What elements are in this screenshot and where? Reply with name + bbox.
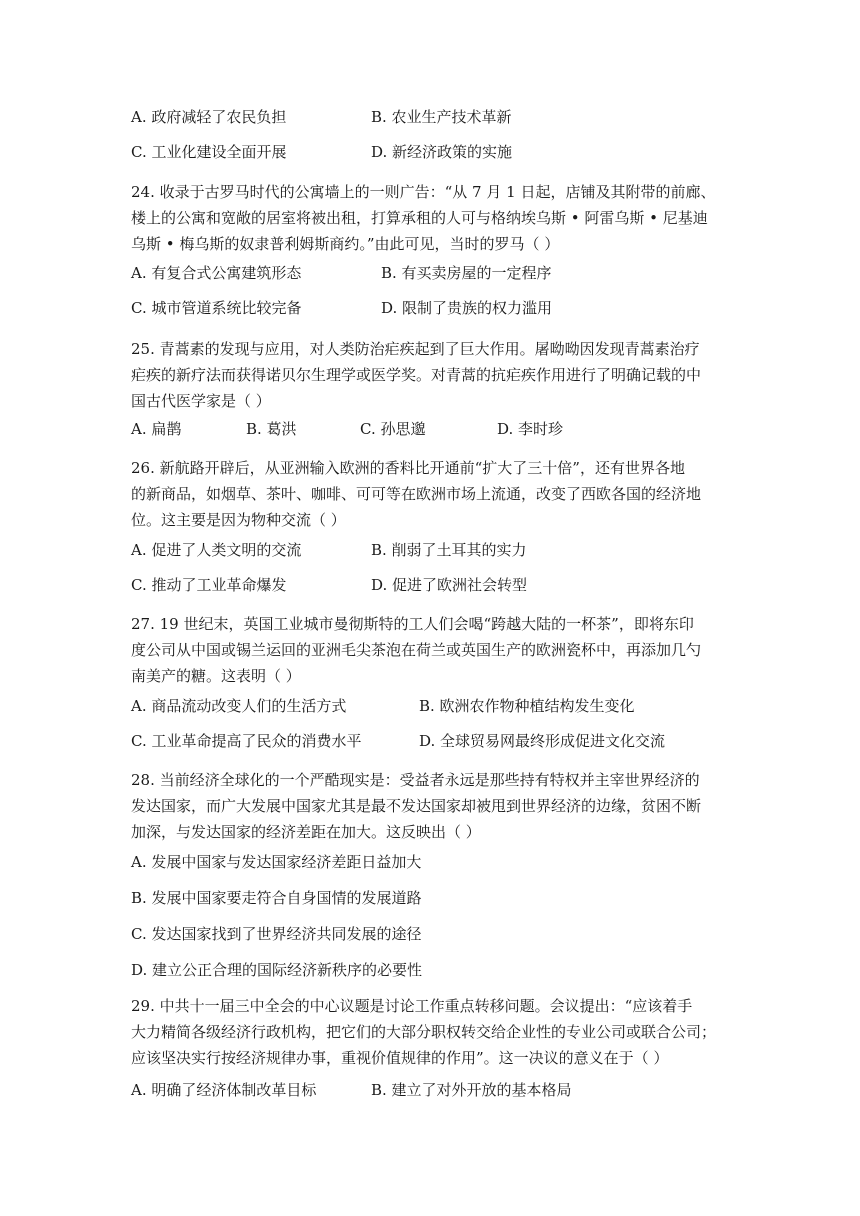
q24-option-c[interactable]: C. 城市管道系统比较完备 — [131, 299, 302, 317]
q23-option-a[interactable]: A. 政府减轻了农民负担 — [131, 108, 287, 126]
q25-option-d[interactable]: D. 李时珍 — [497, 420, 564, 438]
q28-option-b[interactable]: B. 发展中国家要走符合自身国情的发展道路 — [131, 889, 422, 907]
q27-stem-line-3: 南美产的糖。这表明（ ） — [131, 667, 301, 685]
q29-stem-line-2: 大力精简各级经济行政机构，把它们的大部分职权转交给企业性的专业公司或联合公司； — [131, 1023, 717, 1041]
q25-stem-line-1: 25. 青蒿素的发现与应用，对人类防治疟疾起到了巨大作用。屠呦呦因发现青蒿素治疗 — [131, 340, 700, 358]
q26-stem-line-1: 26. 新航路开辟后，从亚洲输入欧洲的香料比开通前“扩大了三十倍”，还有世界各地 — [131, 459, 685, 477]
q27-option-b[interactable]: B. 欧洲农作物种植结构发生变化 — [419, 697, 635, 715]
q26-option-a[interactable]: A. 促进了人类文明的交流 — [131, 541, 302, 559]
q24-option-d[interactable]: D. 限制了贵族的权力滥用 — [381, 299, 553, 317]
q28-option-d[interactable]: D. 建立公正合理的国际经济新秩序的必要性 — [131, 961, 423, 979]
q27-stem-line-2: 度公司从中国或锡兰运回的亚洲毛尖茶泡在荷兰或英国生产的欧洲瓷杯中，再添加几勺 — [131, 641, 702, 659]
q26-stem — [131, 458, 731, 530]
q28-stem-line-1: 28. 当前经济全球化的一个严酷现实是：受益者永远是那些持有特权并主宰世界经济的 — [131, 771, 700, 789]
q25-option-c[interactable]: C. 孙思邈 — [360, 420, 426, 438]
q28-option-a[interactable]: A. 发展中国家与发达国家经济差距日益加大 — [131, 853, 422, 871]
q23-option-c[interactable]: C. 工业化建设全面开展 — [131, 143, 287, 161]
q27-option-d[interactable]: D. 全球贸易网最终形成促进文化交流 — [419, 732, 666, 750]
q24-stem-line-3: 乌斯 • 梅乌斯的奴隶普利姆斯商约。”由此可见，当时的罗马（ ） — [131, 235, 560, 253]
q23-option-d[interactable]: D. 新经济政策的实施 — [371, 143, 513, 161]
q27-stem-line-1: 27. 19 世纪末，英国工业城市曼彻斯特的工人们会喝“跨越大陆的一杯茶”，即将东印 — [131, 615, 694, 633]
q29-option-a[interactable]: A. 明确了经济体制改革目标 — [131, 1081, 317, 1099]
q26-option-c[interactable]: C. 推动了工业革命爆发 — [131, 576, 287, 594]
q29-option-b[interactable]: B. 建立了对外开放的基本格局 — [371, 1081, 572, 1099]
q28-stem — [131, 770, 731, 842]
q28-stem-line-2: 发达国家，而广大发展中国家尤其是最不发达国家却被甩到世界经济的边缘，贫困不断 — [131, 797, 702, 815]
q29-stem-line-3: 应该坚决实行按经济规律办事，重视价值规律的作用”。这一决议的意义在于（ ） — [131, 1049, 669, 1067]
q29-stem — [131, 996, 731, 1068]
q28-option-c[interactable]: C. 发达国家找到了世界经济共同发展的途径 — [131, 925, 422, 943]
q26-stem-line-2: 的新商品，如烟草、茶叶、咖啡、可可等在欧洲市场上流通，改变了西欧各国的经济地 — [131, 485, 702, 503]
q26-option-d[interactable]: D. 促进了欧洲社会转型 — [371, 576, 528, 594]
q24-stem — [131, 182, 731, 254]
q29-stem-line-1: 29. 中共十一届三中全会的中心议题是讨论工作重点转移问题。会议提出：“应该着手 — [131, 997, 693, 1015]
q25-stem-line-3: 国古代医学家是（ ） — [131, 392, 271, 410]
q27-option-c[interactable]: C. 工业革命提高了民众的消费水平 — [131, 732, 362, 750]
q27-option-a[interactable]: A. 商品流动改变人们的生活方式 — [131, 697, 347, 715]
q27-stem — [131, 614, 731, 686]
q25-stem-line-2: 疟疾的新疗法而获得诺贝尔生理学或医学奖。对青蒿的抗疟疾作用进行了明确记载的中 — [131, 366, 702, 384]
q25-stem — [131, 339, 731, 411]
q26-stem-line-3: 位。这主要是因为物种交流（ ） — [131, 511, 346, 529]
q25-option-b[interactable]: B. 葛洪 — [246, 420, 297, 438]
q25-option-a[interactable]: A. 扁鹊 — [131, 420, 182, 438]
q28-stem-line-3: 加深，与发达国家的经济差距在加大。这反映出（ ） — [131, 823, 481, 841]
q24-stem-line-1: 24. 收录于古罗马时代的公寓墙上的一则广告：“从 7 月 1 日起，店铺及其附带的前廊、 — [131, 183, 716, 201]
q23-option-b[interactable]: B. 农业生产技术革新 — [371, 108, 512, 126]
q24-stem-line-2: 楼上的公寓和宽敞的居室将被出租，打算承租的人可与格纳埃乌斯 • 阿雷乌斯 • 尼基迪 — [131, 209, 708, 227]
q24-option-a[interactable]: A. 有复合式公寓建筑形态 — [131, 264, 302, 282]
q24-option-b[interactable]: B. 有买卖房屋的一定程序 — [381, 264, 552, 282]
q26-option-b[interactable]: B. 削弱了土耳其的实力 — [371, 541, 527, 559]
